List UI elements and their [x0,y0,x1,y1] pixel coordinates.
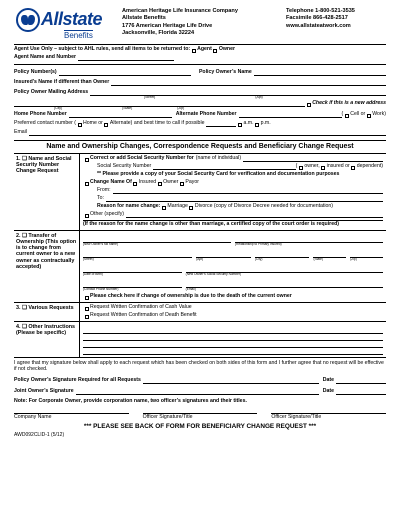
ssn-label: Social Security Number [97,162,152,169]
correct-ssn-label: Correct or add Social Security Number for [90,154,194,161]
new-address-label: Check if this is a new address [312,99,386,106]
phone-row: Home Phone Number Alternate Phone Number ( Cell or Work) [14,110,386,117]
instructions-line[interactable] [83,348,383,355]
contact-line: www.allstateatwork.com [286,22,351,29]
company-contact [286,6,355,30]
change-name-owner-checkbox[interactable] [158,182,162,186]
logo-sub: Benefits [64,31,93,40]
officer1-signature-field[interactable] [143,413,258,421]
joint-signature-field[interactable] [76,389,319,395]
from-label: From: [97,186,111,193]
cash-value-checkbox[interactable] [85,307,89,311]
corporate-note: Note: For Corporate Owner, provide corporation name, two officer’s signatures and their titles. [14,397,247,404]
header-divider [14,44,386,45]
cash-value-row [83,305,383,311]
date-label: Date [322,376,334,383]
section-3-body [80,303,386,321]
home-pref-label: Home or [83,119,103,126]
sub-label: (New Owner’s Social Security Number) [185,272,241,277]
marriage-checkbox[interactable] [162,206,166,210]
owner-name-field[interactable] [254,70,386,76]
section-2-body [80,231,386,302]
new-owner-zip-field[interactable] [350,249,383,262]
death-benefit-row [83,313,383,319]
change-name-row [83,180,383,186]
instructions-line[interactable] [83,334,383,341]
cash-value-label: Request Written Confirmation of Cash Value [90,303,192,310]
work-checkbox[interactable] [367,114,371,118]
sub-label: (Street) [144,94,156,99]
alt-pref-label: Alternate) and best time to call if possible [109,119,205,126]
ssn-insured-label: insured or [326,162,350,169]
section-title: Name and Ownership Changes, Correspondence Requests and Beneficiary Change Request [14,140,386,154]
payor-option-label: Payor [185,178,199,185]
sub-label: (State) [122,105,133,110]
other-reason-row [83,212,383,218]
death-owner-label: Please check here if change of ownership is due to the death of the current owner [90,292,292,299]
correct-ssn-checkbox[interactable] [85,158,89,162]
section-1-label[interactable]: 1. ❑ Name and Social Security Number Change Request [14,154,80,230]
owner-checkbox[interactable] [213,49,217,53]
insured-option-label: Insured [138,178,157,185]
email-field[interactable] [29,130,386,136]
new-owner-email-field[interactable] [185,279,383,292]
section-name-ssn [14,154,386,230]
individual-name-field[interactable] [243,156,383,162]
allstate-logo [14,6,106,42]
reason-label: Reason for name change: [97,202,161,209]
agent-return-line [14,47,386,53]
best-time-field[interactable] [206,121,236,127]
mailing-street-field[interactable] [90,90,386,96]
new-owner-dob-field[interactable] [83,264,182,277]
agent-option-label: Agent [197,46,212,52]
new-owner-row [83,234,383,247]
mailing-address-row [14,90,386,96]
sub-label: (City) [54,105,63,110]
pm-label: p.m. [260,119,271,126]
change-name-label: Change Name Of [90,178,132,185]
agreement-text: I agree that my signature below shall apply to each request which has been checked on both sides of this form and I further agree that no request will be effective if not checked. [14,359,384,372]
new-owner-apt-field[interactable] [196,249,251,262]
correct-ssn-tail: (name of individual) [195,154,242,161]
date-label: Date [322,387,334,394]
company-line: 1776 American Heritage Life Drive [122,22,213,29]
city-state-row [14,101,386,107]
sub-label: (Contact Phone Number) [83,287,119,292]
new-owner-contact-row [83,279,383,292]
correct-ssn-row [83,156,383,162]
to-label: To: [97,194,104,201]
other-reason-checkbox[interactable] [85,214,89,218]
new-owner-name-field[interactable] [83,234,231,247]
agent-name-label: Agent Name and Number [14,54,76,60]
sub-label: (Zip) [177,105,185,110]
section-1-body [80,154,386,230]
section-various-requests [14,302,386,321]
divorce-label: Divorce (copy of Divorce Decree needed for documentation) [194,202,334,209]
ssn-dependent-checkbox[interactable] [351,166,355,170]
divider [14,64,386,65]
death-owner-row [83,294,383,300]
policy-number-field[interactable] [59,70,191,76]
sub-label: (Zip) [350,257,357,262]
agent-return-text: Agent Use Only – subject to AHL rules, send all items to be returned to: [14,46,191,52]
officer2-label: Officer Signature/Title [271,413,322,420]
mailing-address-label: Policy Owner Mailing Address [14,89,89,95]
owner-date-field[interactable] [336,378,386,384]
change-name-payor-checkbox[interactable] [180,182,184,186]
agent-checkbox[interactable] [192,49,196,53]
ssn-field[interactable] [153,164,295,170]
new-address-checkbox[interactable] [307,103,311,107]
new-owner-state-field[interactable] [313,249,346,262]
new-owner-dob-row [83,264,383,277]
home-pref-checkbox[interactable] [78,123,82,127]
court-order-note: (If the reason for the name change is other than marriage, a certified copy of the court order is required) [83,220,383,228]
joint-signature-row [14,389,386,395]
insured-name-row [14,80,386,86]
from-row [83,188,383,194]
ssn-owner-label: owner, [304,162,320,169]
officer1-label: Officer Signature/Title [142,413,193,420]
to-row [83,196,383,202]
section-2-label[interactable]: 2. ❑ Transfer of Ownership (This option is to change from current owner to a new owner as contractually accepted) [14,231,80,302]
owner-signature-field[interactable] [143,378,319,384]
marriage-label: Marriage [167,202,188,209]
new-owner-street-field[interactable] [83,249,192,262]
owner-signature-label: Policy Owner’s Signature Required for all Requests [14,376,141,383]
form-code: AWD092CLID-1 (5/12) [14,431,65,438]
death-owner-checkbox[interactable] [85,296,89,300]
ssn-dependent-label: dependent) [356,162,383,169]
company-line: Allstate Benefits [122,15,166,22]
new-owner-city-field[interactable] [254,249,310,262]
joint-date-field[interactable] [336,389,386,395]
officer2-signature-field[interactable] [271,413,386,421]
sub-label: (Apt) [196,257,204,262]
reason-row [83,204,383,210]
insured-name-label: Insured’s Name if different than Owner [14,79,110,85]
other-reason-label: Other (specify) [90,210,125,217]
agent-name-field[interactable] [78,55,174,61]
alt-pref-checkbox[interactable] [104,123,108,127]
email-row [14,130,386,136]
sub-label: (Date of Birth) [83,272,103,277]
preferred-contact-row [14,121,386,127]
death-benefit-label: Request Written Confirmation of Death Benefit [90,311,197,318]
section-3-label[interactable]: 3. ❑ Various Requests [14,303,80,321]
from-field[interactable] [113,188,383,194]
work-label: Work) [372,110,386,117]
sub-label: (Relationship to Primary Insured) [235,242,282,247]
owner-option-label: Owner [218,46,235,52]
relationship-field[interactable] [235,234,383,247]
to-field[interactable] [106,196,383,202]
alt-phone-field[interactable] [239,112,342,118]
sub-label: (State) [313,257,324,262]
pm-checkbox[interactable] [255,123,259,127]
change-name-checkbox[interactable] [85,182,89,186]
cell-label: Cell or [350,110,366,117]
instructions-line[interactable] [83,341,383,348]
ssn-owner-checkbox[interactable] [299,166,303,170]
sub-label: (Apt) [255,94,263,99]
ssn-card-note: ** Please provide a copy of your Social Security Card for verification and documentation purposes [97,170,340,177]
company-line: Jacksonville, Florida 32224 [122,29,195,36]
good-hands-icon [16,8,40,32]
policy-number-row [14,70,386,76]
agent-name-row [14,55,386,61]
contact-line: Telephone 1-800-521-3535 [286,8,355,14]
sub-label: (Email) [185,287,196,292]
corporate-signatures [14,413,386,421]
header [14,6,386,44]
owner-name-label: Policy Owner’s Name [198,69,252,75]
company-line: American Heritage Life Insurance Company [122,8,238,14]
sub-label: (New Owner’s full name) [83,242,118,247]
sub-label: (Street) [83,257,94,262]
ssn-row: Social Security Number ( owner, insured or dependent) [97,162,383,169]
home-phone-label: Home Phone Number [14,110,67,117]
joint-signature-label: Joint Owner’s Signature [14,387,74,394]
logo-name: Allstate [41,9,103,29]
section-other-instructions [14,321,386,358]
other-reason-field[interactable] [126,212,383,218]
beneficiary-banner: *** PLEASE SEE BACK OF FORM FOR BENEFICIARY CHANGE REQUEST *** [83,423,317,431]
contact-line: Facsimile 866-428-2517 [286,15,348,22]
owner-option-label: Owner [163,178,179,185]
am-label: a.m. [243,119,254,126]
home-phone-field[interactable] [69,112,172,118]
section-4-body [80,322,386,357]
change-name-insured-checkbox[interactable] [133,182,137,186]
company-name-label: Company Name [14,413,52,420]
preferred-label: Preferred contact number ( [14,119,76,126]
cell-checkbox[interactable] [345,114,349,118]
section-transfer-ownership [14,230,386,302]
divorce-checkbox[interactable] [189,206,193,210]
new-owner-ssn-field[interactable] [185,264,383,277]
am-checkbox[interactable] [238,123,242,127]
section-4-label[interactable]: 4. ❑ Other Instructions (Please be specific) [14,322,80,357]
insured-name-field[interactable] [111,80,386,86]
instructions-line[interactable] [83,327,383,334]
email-label: Email [14,128,27,135]
company-address [122,6,272,37]
ssn-insured-checkbox[interactable] [321,166,325,170]
alt-phone-label: Alternate Phone Number [175,110,237,117]
new-owner-phone-field[interactable] [83,279,182,292]
owner-signature-row [14,378,386,384]
death-benefit-checkbox[interactable] [85,315,89,319]
sub-label: (City) [254,257,263,262]
company-name-field[interactable] [14,413,129,421]
policy-number-label: Policy Number(s) [14,69,57,75]
new-owner-address-row [83,249,383,262]
